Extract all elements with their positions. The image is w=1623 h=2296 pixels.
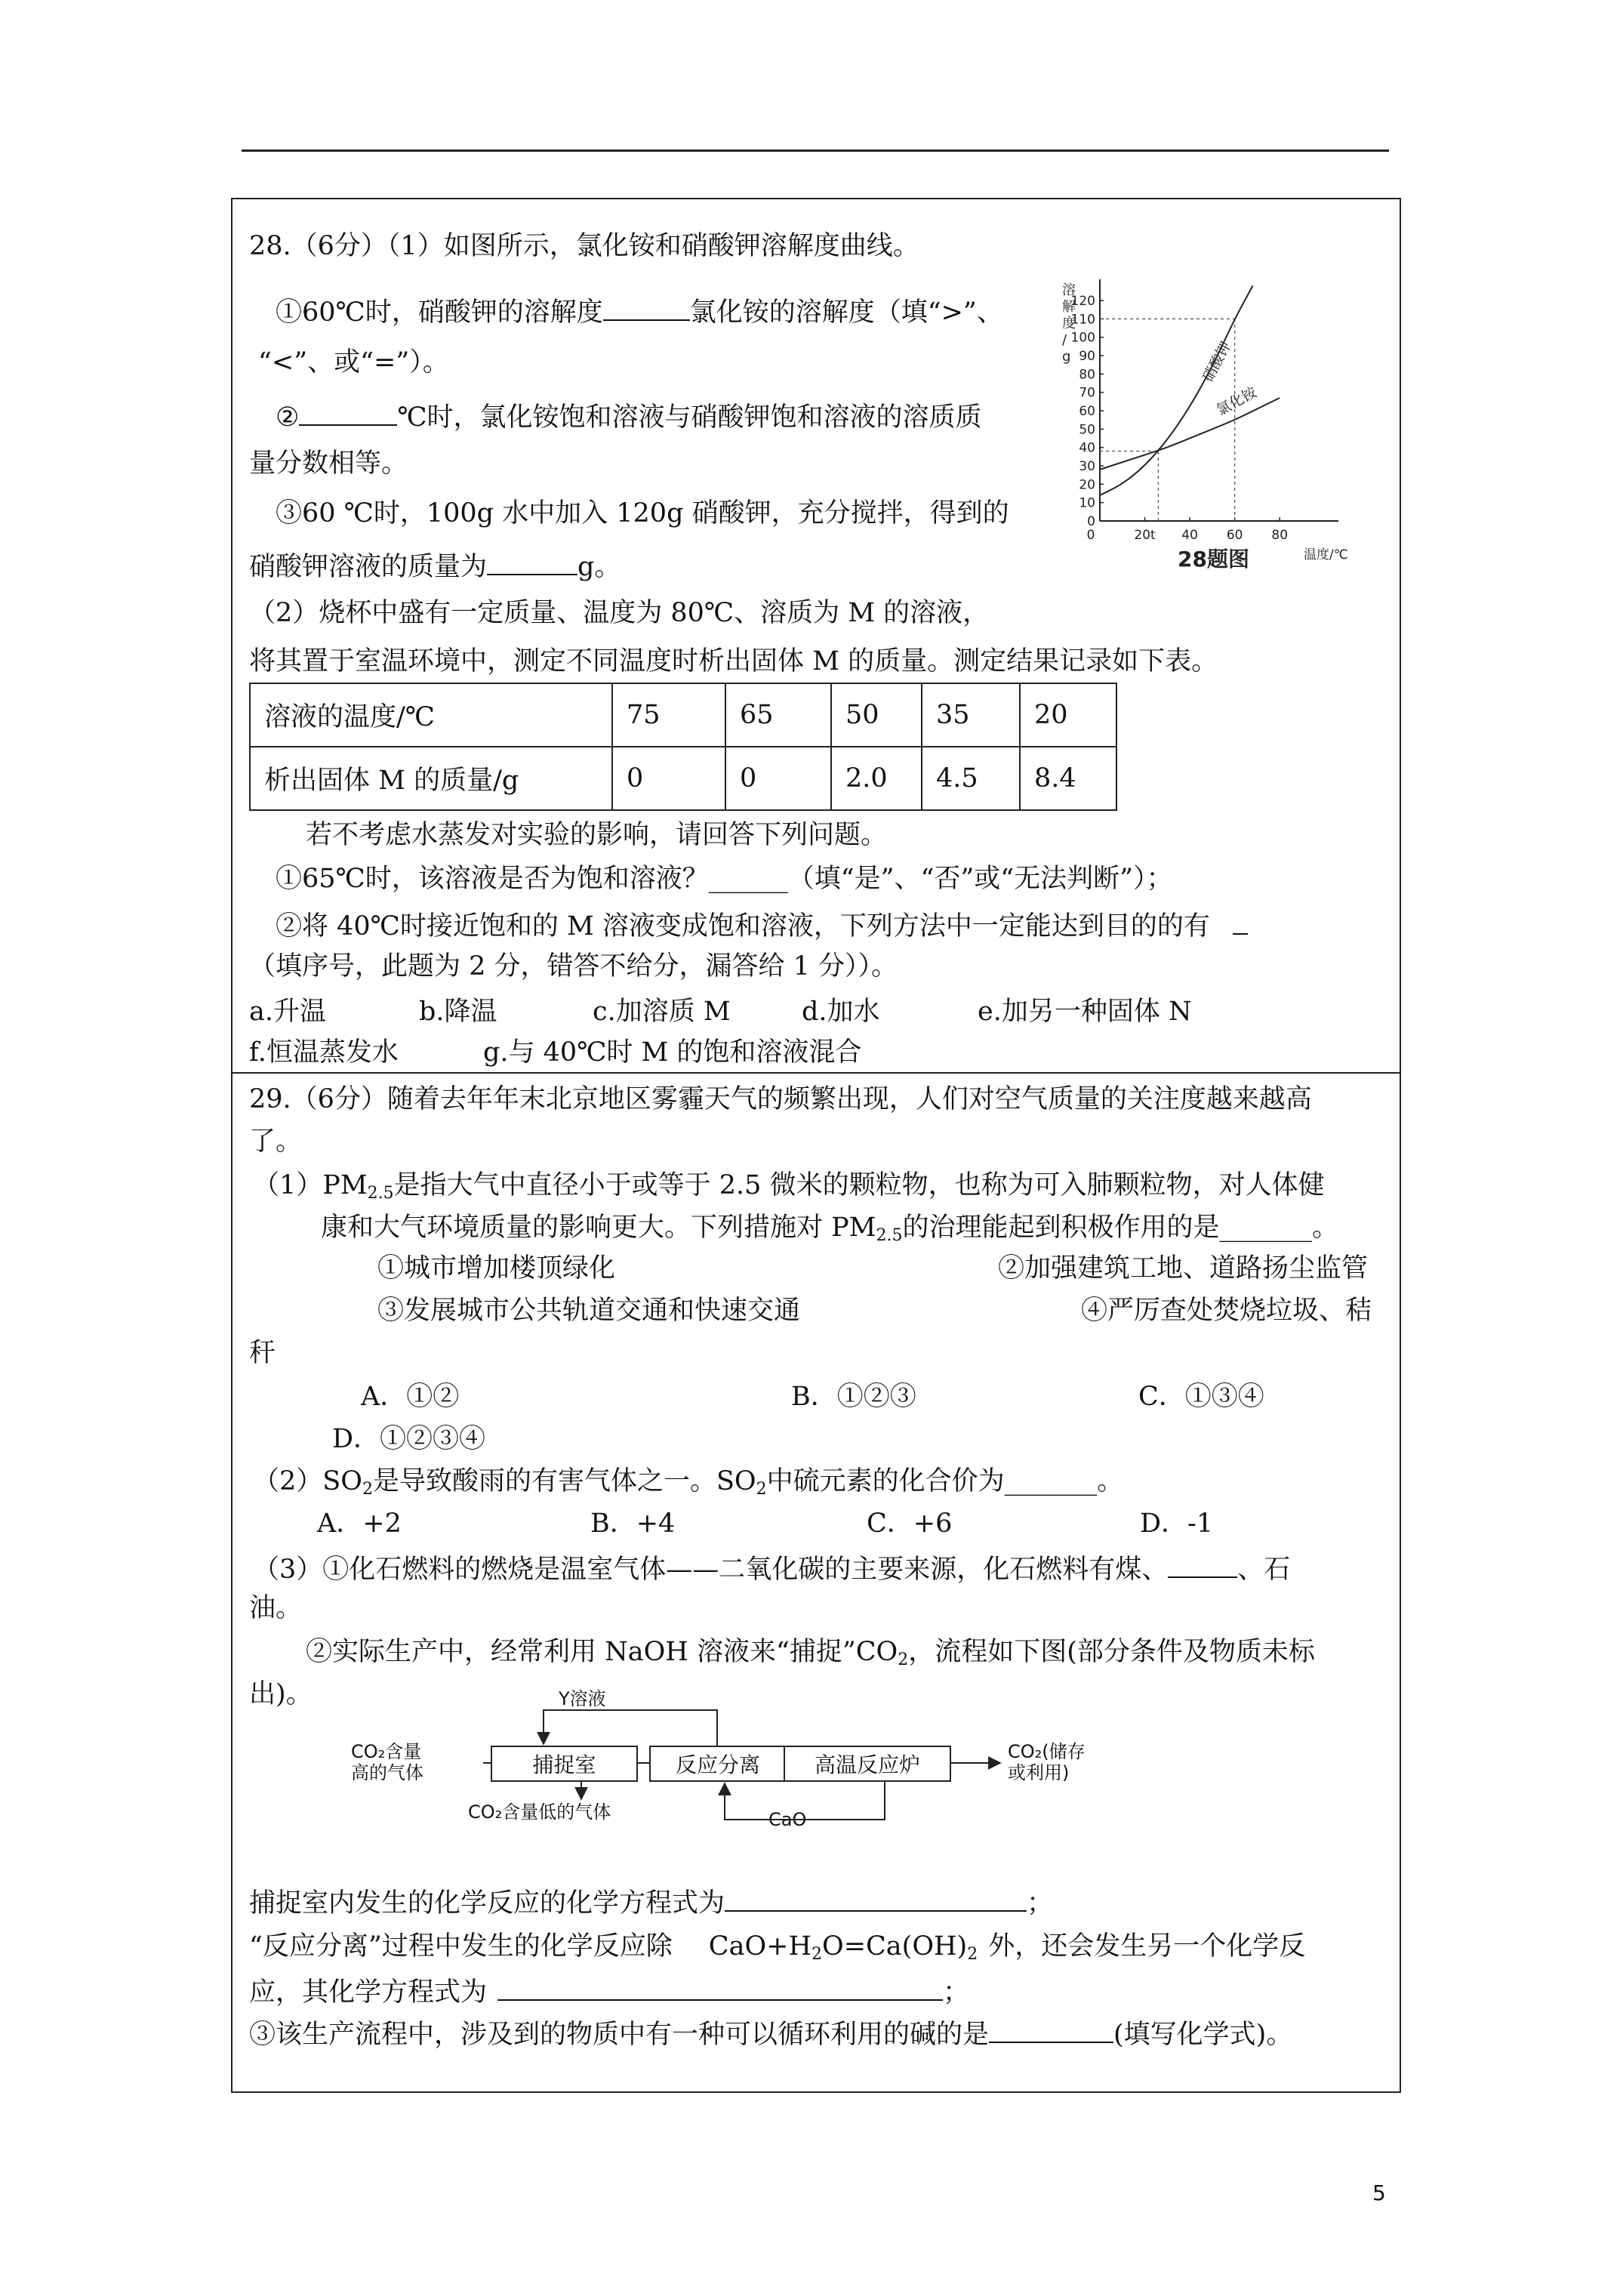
option-f: f.恒温蒸发水 xyxy=(249,1037,399,1068)
table-cell: 20 xyxy=(1020,683,1116,747)
choice-b: B．①②③ xyxy=(791,1382,916,1412)
y-tick-label: 90 xyxy=(1079,349,1095,364)
y-tick-label: 60 xyxy=(1079,404,1095,419)
table-cell: 75 xyxy=(612,683,725,747)
header-rule xyxy=(242,149,1389,152)
valence-b: B．+4 xyxy=(590,1509,676,1539)
answer-blank[interactable] xyxy=(1233,905,1248,935)
table-cell: 35 xyxy=(922,683,1020,747)
series-line-nh4cl xyxy=(1100,398,1280,470)
q28-title: 28.（6分）（1）如图所示，氯化铵和硝酸钾溶解度曲线。 xyxy=(249,231,919,261)
y-axis-label-char: 解 xyxy=(1062,299,1076,315)
q29-part2: $(2)SO_2$是导致酸雨的有害气体之一。$SO_2$中硫元素的化合价为_______。 xyxy=(253,1466,1124,1499)
series-line-kno3 xyxy=(1100,286,1252,495)
y-axis-label-char: 溶 xyxy=(1062,282,1076,298)
measure-2: ②加强建筑工地、道路扬尘监管 xyxy=(998,1253,1369,1284)
option-d: d.加水 xyxy=(802,997,880,1027)
q28-p3: ③60 ℃时，100g 水中加入 120g 硝酸钾，充分搅拌，得到的 xyxy=(276,498,1009,529)
table-row xyxy=(250,747,1116,810)
q28-part2-b: 将其置于室温环境中，测定不同温度时析出固体 M 的质量。测定结果记录如下表。 xyxy=(249,646,1218,676)
q29-eq2: “反应分离”过程中发生的化学反应除 $CaO+H_2O=Ca(OH)_2$ 外，还会发生另一个化学反 xyxy=(249,1931,1306,1964)
table-row xyxy=(250,683,1116,747)
question-divider xyxy=(231,1072,1401,1074)
q29-eq3: 应，其化学方程式为 ； xyxy=(249,1971,969,2011)
q28-s2-cont: （填序号，此题为 2 分，错答不给分，漏答给 1 分））。 xyxy=(249,951,898,982)
flow-y-solution: Y溶液 xyxy=(559,1688,606,1709)
x-tick-label: 40 xyxy=(1181,528,1198,543)
measure-4-cont: 秆 xyxy=(249,1338,276,1368)
flow-input-l2: 高的气体 xyxy=(351,1762,423,1783)
y-tick-label: 110 xyxy=(1070,312,1095,328)
q29-part1: $(1)PM_{2.5}$是指大气中直径小于或等于 2.5 微米的颗粒物，也称为可入肺颗粒物，对人体健 xyxy=(253,1170,1325,1203)
series-label: 硝酸钾 xyxy=(1200,338,1235,385)
chart-caption: 28题图 xyxy=(1178,547,1249,572)
y-tick-label: 40 xyxy=(1079,440,1095,456)
answer-blank[interactable] xyxy=(487,545,577,575)
q28-p2-cont: 量分数相等。 xyxy=(249,448,408,479)
table-header-cell: 析出固体 M 的质量/g xyxy=(250,747,612,810)
q28-s1: ①65℃时，该溶液是否为饱和溶液？______（填“是”、“否”或“无法判断”）； xyxy=(276,864,1173,894)
q28-p2: ② ℃时，氯化铵饱和溶液与硝酸钾饱和溶液的溶质质 xyxy=(276,396,982,436)
valence-a: A．+2 xyxy=(317,1509,402,1539)
option-c: c.加溶质 M xyxy=(593,997,731,1027)
answer-blank[interactable] xyxy=(497,1971,943,2001)
y-axis-label-char: / xyxy=(1062,332,1067,348)
y-tick-label: 20 xyxy=(1079,477,1095,493)
flow-output-l2: 或利用) xyxy=(1008,1762,1070,1783)
valence-d: D．-1 xyxy=(1140,1509,1214,1539)
table-cell: 65 xyxy=(725,683,831,747)
flow-box-separation: 反应分离 xyxy=(649,1746,787,1782)
table-cell: 8.4 xyxy=(1020,747,1116,810)
precipitation-table xyxy=(249,683,1117,811)
y-tick-label: 120 xyxy=(1070,294,1095,309)
x-tick-label: 20t xyxy=(1134,528,1156,543)
q29-part3-2: ②实际生产中，经常利用 NaOH 溶液来“捕捉$”CO_2$，流程如下图(部分条件及物质未标 xyxy=(306,1637,1315,1669)
option-e: e.加另一种固体 N xyxy=(978,997,1192,1027)
q28-p1-cont: “<”、或“=”）。 xyxy=(258,347,449,378)
flow-low-co2: CO₂含量低的气体 xyxy=(468,1801,611,1823)
answer-blank[interactable] xyxy=(989,2013,1113,2043)
q28-note: 若不考虑水蒸发对实验的影响，请回答下列问题。 xyxy=(306,820,888,850)
flow-output-l1: CO₂(储存 xyxy=(1008,1741,1086,1762)
y-tick-label: 80 xyxy=(1079,367,1095,383)
q29-part3-2-cont: 出)。 xyxy=(249,1679,313,1709)
q29-title-cont: 了。 xyxy=(249,1126,303,1157)
solubility-chart xyxy=(1053,272,1385,581)
q29-part3: （3）①化石燃料的燃烧是温室气体——二氧化碳的主要来源，化石燃料有煤、 、石 xyxy=(253,1548,1290,1588)
q29-eq1: 捕捉室内发生的化学反应的化学方程式为 ； xyxy=(249,1881,1053,1922)
measure-4: ④严厉查处焚烧垃圾、秸 xyxy=(1081,1296,1372,1326)
choice-c: C．①③④ xyxy=(1138,1382,1264,1412)
y-tick-label: 50 xyxy=(1079,422,1095,438)
y-tick-label: 100 xyxy=(1070,330,1095,346)
flow-box-furnace: 高温反应炉 xyxy=(784,1746,951,1782)
y-axis-label-char: g xyxy=(1062,349,1071,365)
q28-s2: ②将 40℃时接近饱和的 M 溶液变成饱和溶液，下列方法中一定能达到目的的有 xyxy=(276,905,1248,945)
q28-part2-a: （2）烧杯中盛有一定质量、温度为 80℃、溶质为 M 的溶液， xyxy=(249,598,990,628)
table-cell: 2.0 xyxy=(831,747,922,810)
table-cell: 4.5 xyxy=(922,747,1020,810)
q28-p1: ①60℃时，硝酸钾的溶解度 氯化铵的溶解度（填“>”、 xyxy=(276,291,1003,331)
answer-blank[interactable] xyxy=(603,291,690,321)
y-tick-label: 0 xyxy=(1087,514,1095,529)
x-tick-label: 80 xyxy=(1271,528,1289,543)
answer-blank[interactable] xyxy=(1168,1548,1237,1578)
y-axis-label-char: 度 xyxy=(1062,316,1076,331)
table-cell: 0 xyxy=(612,747,725,810)
y-tick-label: 30 xyxy=(1079,459,1095,474)
answer-blank[interactable] xyxy=(725,1881,1027,1912)
answer-blank[interactable] xyxy=(299,396,397,426)
q29-title: 29.（6分）随着去年年末北京地区雾霾天气的频繁出现，人们对空气质量的关注度越来越高 xyxy=(249,1084,1312,1114)
option-a: a.升温 xyxy=(249,997,326,1027)
option-b: b.降温 xyxy=(419,997,497,1027)
table-cell: 50 xyxy=(831,683,922,747)
flow-box-capture: 捕捉室 xyxy=(491,1746,638,1782)
q29-part3-cont: 油。 xyxy=(249,1593,303,1623)
flow-input-l1: CO₂含量 xyxy=(351,1741,422,1762)
y-tick-label: 70 xyxy=(1079,385,1095,401)
option-g: g.与 40℃时 M 的饱和溶液混合 xyxy=(483,1037,862,1068)
q28-p3-cont: 硝酸钾溶液的质量为 g。 xyxy=(249,545,621,585)
x-tick-label: 0 xyxy=(1086,528,1095,543)
measure-1: ①城市增加楼顶绿化 xyxy=(377,1253,616,1284)
y-tick-label: 10 xyxy=(1079,495,1095,511)
table-cell: 0 xyxy=(725,747,831,810)
table-header-cell: 溶液的温度/℃ xyxy=(250,683,612,747)
q29-part1-cont: 康和大气环境质量的影响更大。下列措施对 $PM_{2.5}$的治理能起到积极作用的是_______。 xyxy=(321,1213,1339,1245)
valence-c: C．+6 xyxy=(867,1509,953,1539)
choice-d: D．①②③④ xyxy=(332,1424,486,1454)
page-number: 5 xyxy=(1372,2180,1386,2205)
series-label: 氯化铵 xyxy=(1213,384,1260,419)
measure-3: ③发展城市公共轨道交通和快速交通 xyxy=(377,1296,801,1326)
x-axis-label: 温度/℃ xyxy=(1304,547,1348,562)
q29-eq4: ③该生产流程中，涉及到的物质中有一种可以循环利用的碱的是 (填写化学式)。 xyxy=(249,2013,1292,2053)
flow-cao: CaO xyxy=(768,1809,807,1830)
x-tick-label: 60 xyxy=(1226,528,1243,543)
choice-a: A．①② xyxy=(361,1382,460,1412)
